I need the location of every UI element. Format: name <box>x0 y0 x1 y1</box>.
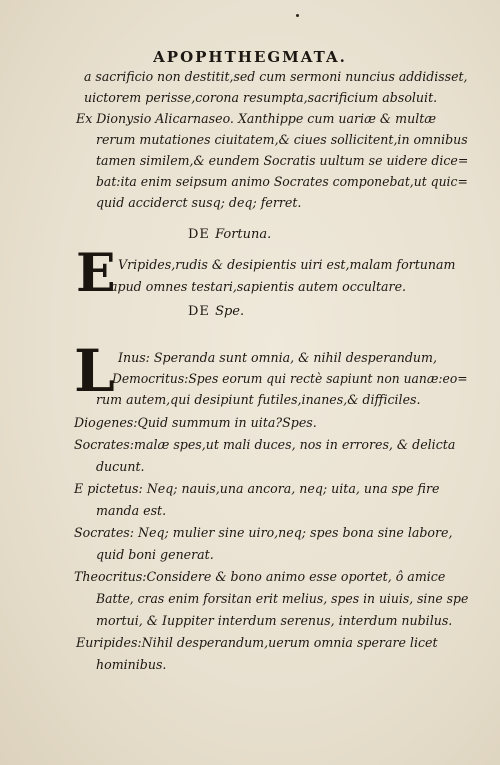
heading-de: DE <box>188 304 210 319</box>
text-line: rerum mutationes ciuitatem,& ciues sollicitent,in omnibus <box>96 132 468 147</box>
text-line: Euripides:Nihil desperandum,uerum omnia sperare licet <box>76 635 438 650</box>
text-line: E pictetus: Neq; nauis,una ancora, neq; uita, una spe fire <box>74 481 440 496</box>
heading-word: Spe. <box>215 304 245 319</box>
heading-de: DE <box>188 227 210 242</box>
text-line: apud omnes testari,sapientis autem occultare. <box>110 279 407 294</box>
text-line: Diogenes:Quid summum in uita?Spes. <box>74 415 317 430</box>
text-line: bat:ita enim seipsum animo Socrates componebat,ut quic= <box>96 174 468 189</box>
text-line: hominibus. <box>96 657 167 672</box>
text-line: quid boni generat. <box>96 547 214 562</box>
text-line: rum autem,qui desipiunt futiles,inanes,& difficiles. <box>96 392 421 407</box>
text-line: uictorem perisse,corona resumpta,sacrificium absoluit. <box>84 90 438 105</box>
section-heading-fortuna <box>188 227 271 242</box>
text-line: Socrates:malæ spes,ut mali duces, nos in errores, & delicta <box>74 437 456 452</box>
text-line: Socrates: Neq; mulier sine uiro,neq; spes bona sine labore, <box>74 525 453 540</box>
heading-word: Fortuna. <box>215 227 272 242</box>
drop-cap: L <box>74 337 115 405</box>
text-line: manda est. <box>96 503 167 518</box>
text-line: quid acciderct susq; deq; ferret. <box>96 195 302 210</box>
running-head: APOPHTHEGMATA. <box>153 48 347 66</box>
text-line: tamen similem,& eundem Socratis uultum se uidere dice= <box>96 153 469 168</box>
text-line: a sacrificio non destitit,sed cum sermoni nuncius addidisset, <box>84 69 468 84</box>
text-line: Batte, cras enim forsitan erit melius, spes in uiuis, sine spe <box>96 591 469 606</box>
drop-cap: E <box>76 243 116 304</box>
text-line: Ex Dionysio Alicarnaseo. Xanthippe cum uariæ & multæ <box>76 111 437 126</box>
text-line: ducunt. <box>96 459 145 474</box>
text-line: Democritus:Spes eorum qui rectè sapiunt non uanæ:eo= <box>112 371 468 386</box>
text-line: Vripides,rudis & desipientis uiri est,malam fortunam <box>118 257 456 272</box>
text-line: mortui, & Iuppiter interdum serenus, interdum nubilus. <box>96 613 453 628</box>
text-line: Inus: Speranda sunt omnia, & nihil desperandum, <box>118 350 437 365</box>
section-heading-spe <box>188 304 244 319</box>
ink-dot <box>296 14 299 17</box>
text-line: Theocritus:Considere & bono animo esse oportet, ô amice <box>74 569 446 584</box>
